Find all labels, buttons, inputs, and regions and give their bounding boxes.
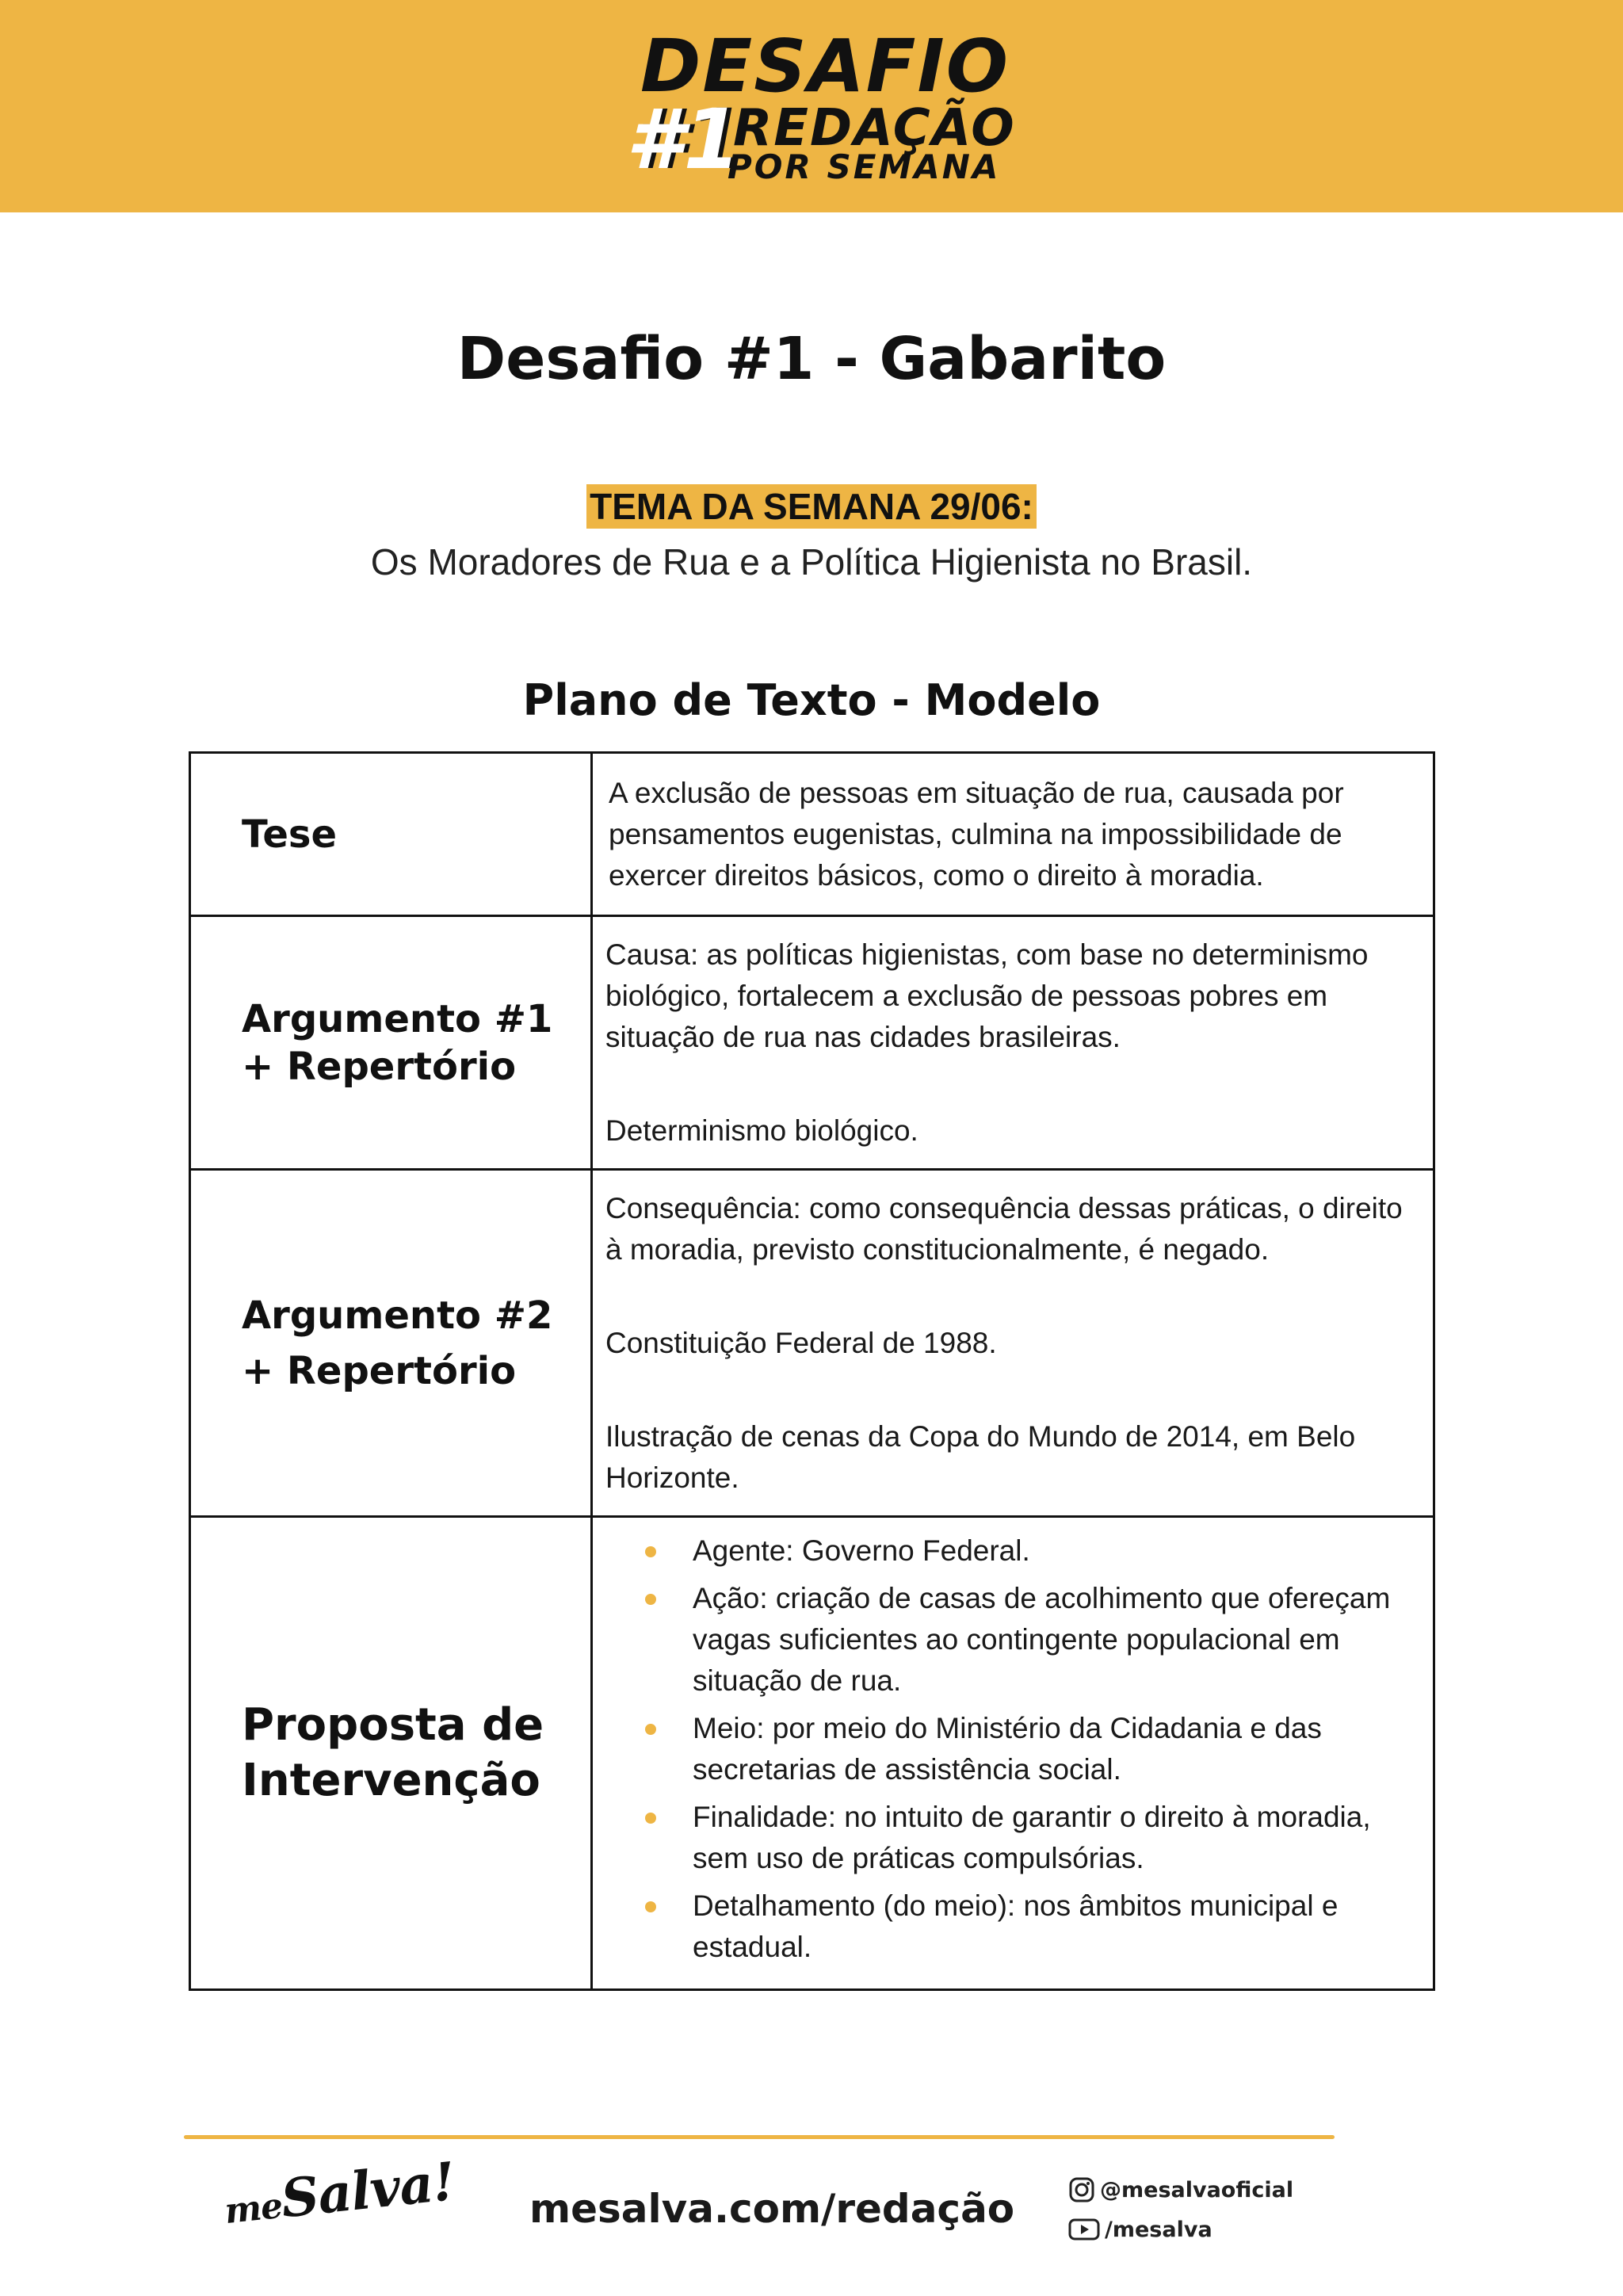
argumento-2-repertorio-1: Constituição Federal de 1988. (605, 1326, 997, 1359)
logo-redacao-text: REDAÇÃO (733, 99, 1016, 158)
footer-divider (184, 2135, 1335, 2139)
row-body-tese (592, 753, 1434, 916)
row-head-argumento-1 (190, 916, 592, 1170)
footer-site-link[interactable]: mesalva.com/redação (529, 2186, 1015, 2232)
list-item: Finalidade: no intuito de garantir o direito à moradia, sem uso de práticas compulsórias. (693, 1797, 1419, 1879)
row-body-argumento-1 (592, 916, 1434, 1170)
header-banner (0, 0, 1623, 212)
argumento-2-consequencia: Consequência: como consequência dessas práticas, o direito à moradia, previsto constitucionalmente, é negado. (605, 1191, 1403, 1266)
row-head-argumento-2 (190, 1170, 592, 1517)
list-item: Detalhamento (do meio): nos âmbitos municipal e estadual. (693, 1885, 1419, 1968)
argumento-2-subtitle: + Repertório (242, 1348, 517, 1393)
argumento-1-title: Argumento #1 (242, 996, 553, 1041)
table-row-tese (190, 753, 1434, 916)
page-title: Desafio #1 - Gabarito (456, 325, 1167, 393)
bullet-dot-icon (645, 1901, 656, 1912)
bullet-dot-icon (645, 1724, 656, 1735)
proposta-title: Proposta de (242, 1699, 544, 1751)
row-head-proposta (190, 1517, 592, 1990)
instagram-icon (1068, 2176, 1095, 2203)
logo-por-semana-text: POR SEMANA (727, 147, 1001, 186)
tese-text: A exclusão de pessoas em situação de rua, causada por pensamentos eugenistas, culmina na impossibilidade de exercer direitos básicos, como o direito à moradia. (609, 776, 1344, 892)
row-head-tese: Tese (190, 753, 592, 916)
table-row-argumento-1 (190, 916, 1434, 1170)
row-body-proposta (592, 1517, 1434, 1990)
tema-label-highlight: TEMA DA SEMANA 29/06: (586, 484, 1037, 529)
argumento-1-subtitle: + Repertório (242, 1044, 517, 1089)
list-item: Meio: por meio do Ministério da Cidadania e das secretarias de assistência social. (693, 1708, 1419, 1790)
bullet-dot-icon (645, 1546, 656, 1557)
tema-label (0, 485, 1623, 528)
table-row-argumento-2 (190, 1170, 1434, 1517)
argumento-2-repertorio-2: Ilustração de cenas da Copa do Mundo de 2014, em Belo Horizonte. (605, 1419, 1356, 1494)
table-row-proposta (190, 1517, 1434, 1990)
plano-title: Plano de Texto - Modelo (522, 675, 1101, 725)
youtube-link[interactable]: /mesalva (1068, 2210, 1293, 2249)
argumento-2-title: Argumento #2 (242, 1293, 553, 1338)
argumento-1-repertorio: Determinismo biológico. (605, 1114, 918, 1147)
argumento-1-causa: Causa: as políticas higienistas, com base no determinismo biológico, fortalecem a exclusão de pessoas pobres em situação de rua nas cidades brasileiras. (605, 938, 1369, 1053)
list-item: Agente: Governo Federal. (693, 1530, 1419, 1572)
list-item: Ação: criação de casas de acolhimento que ofereçam vagas suficientes ao contingente populacional em situação de rua. (693, 1578, 1419, 1702)
mesalva-logo: meSalva! (223, 2149, 458, 2233)
bullet-dot-icon (645, 1594, 656, 1605)
proposta-list (605, 1530, 1419, 1968)
tema-text: Os Moradores de Rua e a Política Higienista no Brasil. (370, 541, 1253, 583)
desafio-logo (626, 24, 1016, 190)
row-body-argumento-2 (592, 1170, 1434, 1517)
logo-desafio-text: DESAFIO (640, 24, 1010, 109)
logo-number: #1 (626, 91, 741, 188)
instagram-link[interactable]: @mesalvaoficial (1068, 2170, 1293, 2210)
youtube-icon (1068, 2217, 1100, 2242)
social-links (1068, 2170, 1293, 2249)
proposta-subtitle: Intervenção (242, 1755, 540, 1806)
plano-table (189, 751, 1435, 1991)
bullet-dot-icon (645, 1813, 656, 1824)
